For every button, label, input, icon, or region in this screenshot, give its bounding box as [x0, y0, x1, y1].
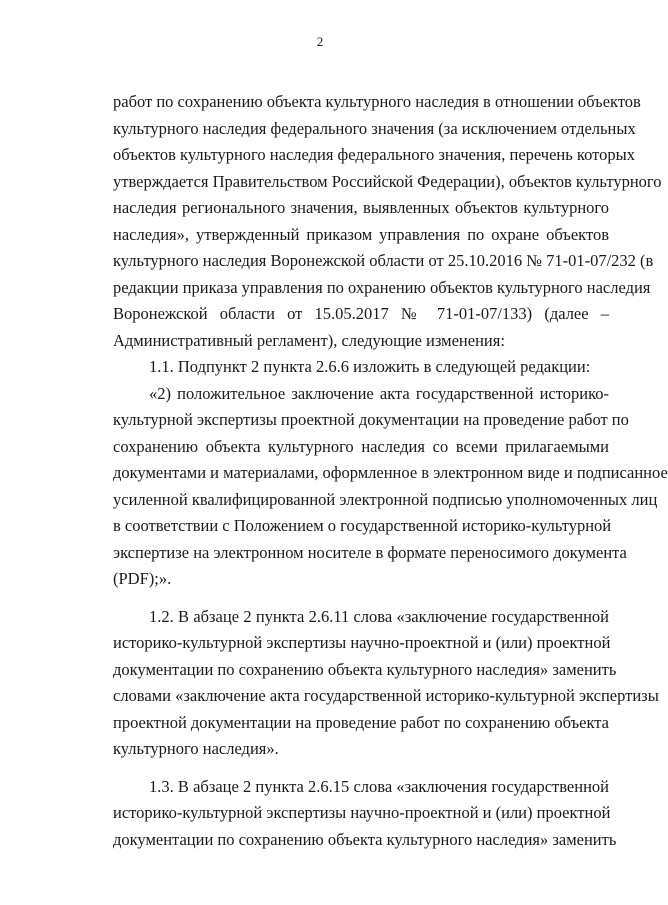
text-line: документации по сохранению объекта культурного наследия» заменить	[113, 829, 617, 849]
text-line: в соответствии с Положением о государственной историко-культурной	[113, 516, 612, 535]
document-body	[113, 89, 668, 853]
text-line: утверждается Правительством Российской Федерации), объектов культурного	[113, 171, 662, 191]
text-line: (PDF);».	[113, 569, 172, 588]
text-line: культурного наследия Воронежской области от 25.10.2016 № 71-01-07/232 (в	[113, 251, 654, 270]
text-line: историко-культурной экспертизы научно-проектной и (или) проектной	[113, 633, 611, 652]
text-line: документации по сохранению объекта культурного наследия» заменить	[113, 659, 617, 679]
text-line: документами и материалами, оформленное в электронном виде и подписанное	[113, 463, 668, 482]
text-line: редакции приказа управления по охранению объектов культурного наследия	[113, 277, 651, 297]
text-line: Воронежской области от 15.05.2017 № 71-01-07/133) (далее –	[113, 304, 609, 323]
text-line: усиленной квалифицированной электронной подписью уполномоченных лиц	[113, 489, 658, 509]
text-line: историко-культурной экспертизы научно-проектной и (или) проектной	[113, 803, 611, 822]
text-line: объектов культурного наследия федерального значения, перечень которых	[113, 145, 635, 164]
paragraph-gap	[113, 763, 609, 774]
text-line: проектной документации на проведение работ по сохранению объекта	[113, 712, 609, 732]
text-line: наследия регионального значения, выявленных объектов культурного	[113, 198, 609, 217]
text-line: работ по сохранению объекта культурного наследия в отношении объектов	[113, 92, 641, 111]
text-line: 1.2. В абзаце 2 пункта 2.6.11 слова «заключение государственной	[149, 606, 609, 626]
text-line: словами «заключение акта государственной историко-культурной экспертизы	[113, 686, 659, 705]
text-line: «2) положительное заключение акта государственной историко-	[149, 383, 609, 403]
page-number: 2	[316, 34, 324, 49]
text-line: 1.1. Подпункт 2 пункта 2.6.6 изложить в следующей редакции:	[149, 357, 591, 376]
paragraph-gap	[113, 593, 609, 604]
text-line: культурного наследия федерального значения (за исключением отдельных	[113, 118, 636, 138]
text-line: культурной экспертизы проектной документации на проведение работ по	[113, 410, 629, 429]
text-line: 1.3. В абзаце 2 пункта 2.6.15 слова «заключения государственной	[149, 776, 609, 796]
text-line: культурного наследия».	[113, 739, 279, 758]
text-line: наследия», утвержденный приказом управления по охране объектов	[113, 224, 609, 244]
text-line: сохранению объекта культурного наследия со всеми прилагаемыми	[113, 436, 609, 456]
text-line: экспертизе на электронном носителе в формате переносимого документа	[113, 542, 627, 562]
text-line: Административный регламент), следующие изменения:	[113, 330, 505, 350]
